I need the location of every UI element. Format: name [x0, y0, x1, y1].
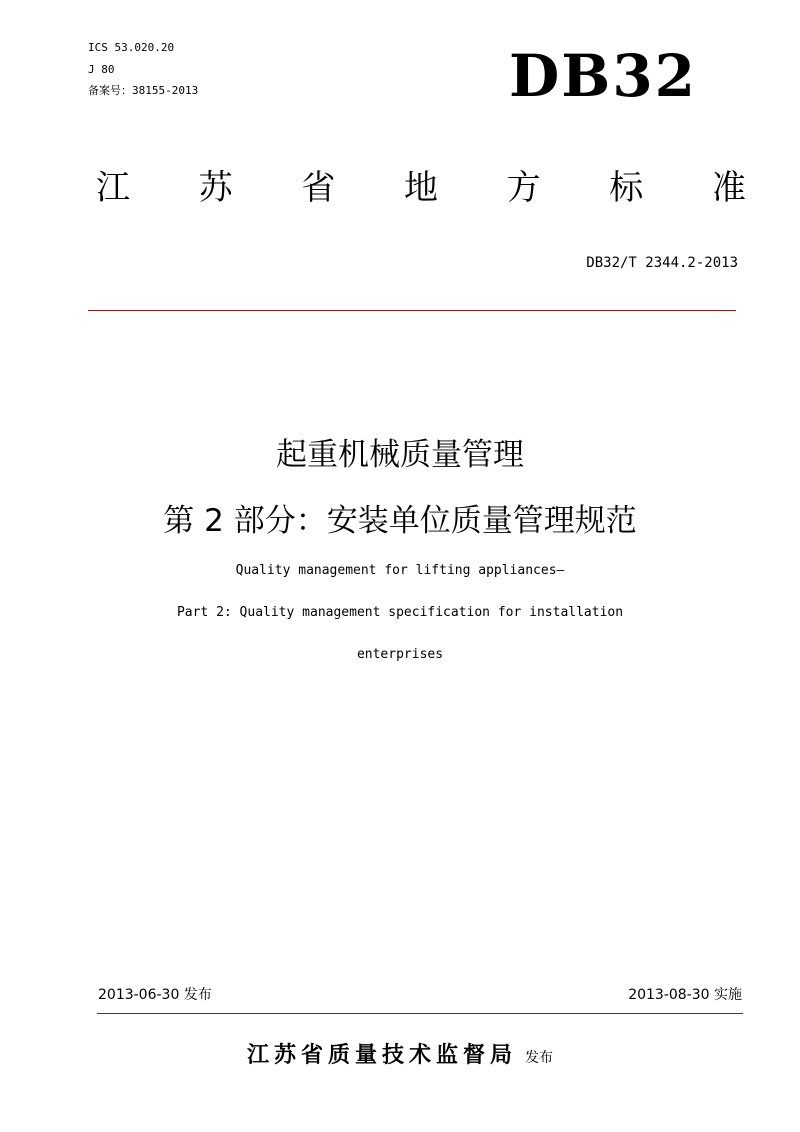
- record-number: 备案号：38155-2013: [88, 84, 199, 97]
- standard-code-logo: DB32: [509, 42, 698, 110]
- standard-type-char: 地: [403, 168, 438, 208]
- title-chinese-main: 起重机械质量管理: [276, 437, 524, 473]
- title-english-line-1: Quality management for lifting appliances—: [235, 563, 565, 578]
- top-divider: [88, 310, 736, 311]
- bottom-divider: [97, 1013, 743, 1014]
- title-english-line-2: Part 2: Quality management specification for installation: [176, 605, 624, 620]
- standard-type-char: 江: [96, 168, 130, 208]
- title-english-line-3: enterprises: [356, 647, 444, 662]
- standard-type-char: 准: [711, 168, 746, 208]
- implementation-date: 2013-08-30 实施: [628, 987, 742, 1003]
- standard-type-char: 省: [301, 168, 336, 208]
- issuer-suffix: 发布: [525, 1050, 553, 1066]
- issue-date: 2013-06-30 发布: [98, 987, 212, 1003]
- standard-type-char: 苏: [198, 168, 233, 208]
- clc-code: J 80: [88, 63, 115, 76]
- standard-type-heading: [96, 166, 746, 210]
- standard-number: DB32/T 2344.2-2013: [586, 255, 738, 271]
- ics-code: ICS 53.020.20: [88, 41, 175, 54]
- title-chinese-part: 第 2 部分：安装单位质量管理规范: [163, 503, 637, 539]
- issuer-line: [0, 1040, 800, 1074]
- standard-type-char: 标: [609, 168, 644, 208]
- standard-type-char: 方: [506, 168, 541, 208]
- issuer-name: 江苏省质量技术监督局: [246, 1043, 517, 1068]
